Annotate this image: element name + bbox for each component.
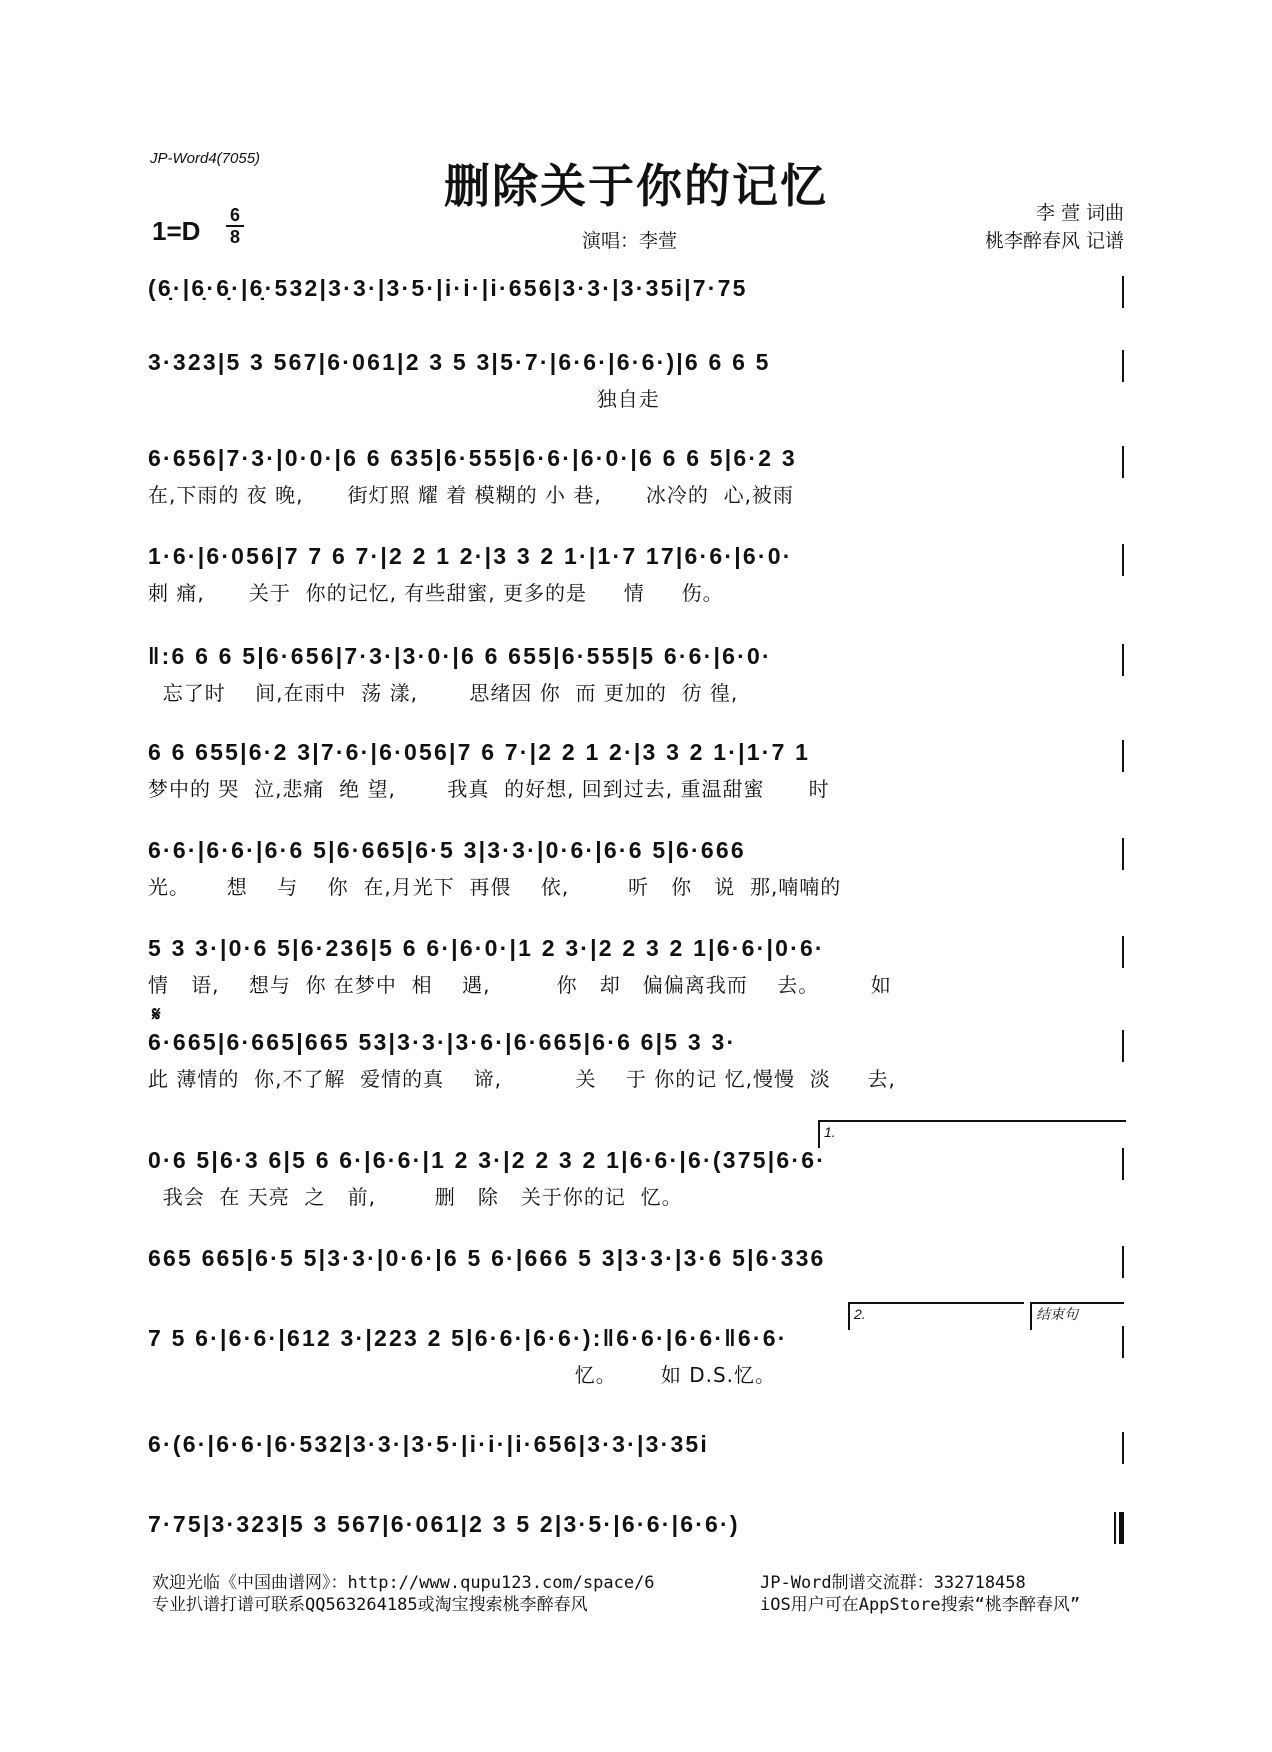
footer-left <box>152 1572 655 1616</box>
notation-line: 6·656|7·3·|0·0·|6 6 635|6·555|6·6·|6·0·|6 6 6 5|6·2 3 <box>148 445 797 471</box>
score-system <box>148 1140 1124 1214</box>
notation-line: 6·(6·|6·6·|6·532|3·3·|3·5·|i·i·|i·656|3·3·|3·35i <box>148 1431 710 1457</box>
time-top: 6 <box>229 205 240 225</box>
score-system <box>148 732 1124 806</box>
lyrics-line: 忆。 如 D.S.忆。 <box>148 1363 777 1387</box>
ending-label: 结束句 <box>1036 1306 1078 1322</box>
notation-line: (6̣·|6̣·6̣·|6̣·532|3·3·|3·5·|i·i·|i·656|3·3·|3·35i|7·75 <box>148 275 748 301</box>
score-system <box>148 830 1124 904</box>
lyrics-line: 情 语, 想与 你 在梦中 相 遇, 你 却 偏偏离我而 去。 如 <box>148 973 892 997</box>
lyrics-line: 刺 痛, 关于 你的记忆, 有些甜蜜, 更多的是 情 伤。 <box>148 581 724 605</box>
notation-line: 5 3 3·|0·6 5|6·236|5 6 6·|6·0·|1 2 3·|2 2 3 2 1|6·6·|0·6· <box>148 935 825 961</box>
notation-line: 1·6·|6·056|7 7 6 7·|2 2 1 2·|3 3 2 1·|1·7 17|6·6·|6·0· <box>148 543 793 569</box>
song-title: 删除关于你的记忆 <box>444 159 828 213</box>
lyrics-line: 光。 想 与 你 在,月光下 再偎 依, 听 你 说 那,喃喃的 <box>148 875 842 899</box>
key-signature: 1=D <box>152 216 201 246</box>
score-system <box>148 1238 1124 1278</box>
footer-site-line: 欢迎光临《中国曲谱网》：http://www.qupu123.com/space/6 <box>152 1573 655 1593</box>
footer-group-line: JP-Word制谱交流群：332718458 <box>760 1573 1026 1593</box>
volta-2-label: 2. <box>854 1306 866 1322</box>
lyrics-line: 忘了时 间,在雨中 荡 漾, 思绪因 你 而 更加的 彷 徨, <box>148 681 739 705</box>
footer-contact-line: 专业扒谱打谱可联系QQ563264185或淘宝搜索桃李醉春风 <box>152 1595 588 1615</box>
lyrics-line: 此 薄情的 你,不了解 爱情的真 谛, 关 于 你的记 忆,慢慢 淡 去, <box>148 1067 896 1091</box>
score-system <box>148 1022 1124 1096</box>
lyrics-line: 在,下雨的 夜 晚, 街灯照 耀 着 模糊的 小 巷, 冰冷的 心,被雨 <box>148 483 794 507</box>
time-bottom: 8 <box>229 227 240 247</box>
notation-line: 7·75|3·323|5 3 567|6·061|2 3 5 2|3·5·|6·6·|6·6·) <box>148 1511 740 1537</box>
score-system <box>148 928 1124 1002</box>
lyrics-line: 梦中的 哭 泣,悲痛 绝 望, 我真 的好想, 回到过去, 重温甜蜜 时 <box>148 777 830 801</box>
footer-ios-line: iOS用户可在AppStore搜索“桃李醉春风” <box>760 1595 1081 1615</box>
score-system <box>148 1318 1124 1392</box>
score-system <box>148 268 1124 342</box>
composer-credit: 李 萱 词曲 <box>1035 202 1124 224</box>
notation-line: ‖:6 6 6 5|6·656|7·3·|3·0·|6 6 655|6·555|5 6·6·|6·0· <box>148 643 772 669</box>
notation-line: 3·323|5 3 567|6·061|2 3 5 3|5·7·|6·6·|6·6·)|6 6 6 5 <box>148 349 771 375</box>
segno-sign: 𝄋 <box>152 1002 161 1026</box>
lyrics-line <box>148 308 1124 342</box>
notation-line: 6 6 655|6·2 3|7·6·|6·056|7 6 7·|2 2 1 2·|3 3 2 1·|1·7 1 <box>148 739 811 765</box>
app-version: JP-Word4(7055) <box>150 150 261 167</box>
score-system <box>148 1504 1124 1544</box>
score-system <box>148 536 1124 610</box>
score-system <box>148 636 1124 710</box>
score-system <box>148 1424 1124 1464</box>
notation-line: 0·6 5|6·3 6|5 6 6·|6·6·|1 2 3·|2 2 3 2 1|6·6·|6·(375|6·6· <box>148 1147 827 1173</box>
notation-line: 665 665|6·5 5|3·3·|0·6·|6 5 6·|666 5 3|3·3·|3·6 5|6·336 <box>148 1245 826 1271</box>
notation-line: 6·6·|6·6·|6·6 5|6·665|6·5 3|3·3·|0·6·|6·6 5|6·666 <box>148 837 746 863</box>
lyrics-line: 我会 在 天亮 之 前, 删 除 关于你的记 忆。 <box>148 1185 683 1209</box>
volta-1-label: 1. <box>824 1124 836 1140</box>
time-signature <box>224 206 246 246</box>
lyrics-line: 独自走 <box>148 387 660 411</box>
score-system <box>148 438 1124 512</box>
notation-line: 7 5 6·|6·6·|612 3·|223 2 5|6·6·|6·6·):‖6·6·|6·6·‖6·6· <box>148 1325 788 1351</box>
notation-line: 6·665|6·665|665 53|3·3·|3·6·|6·665|6·6 6|5 3 3· <box>148 1029 737 1055</box>
footer-right <box>760 1572 1080 1616</box>
score-system <box>148 342 1124 416</box>
singer-credit: 演唱：李萱 <box>582 230 678 252</box>
transcriber-credit: 桃李醉春风 记谱 <box>984 230 1124 252</box>
